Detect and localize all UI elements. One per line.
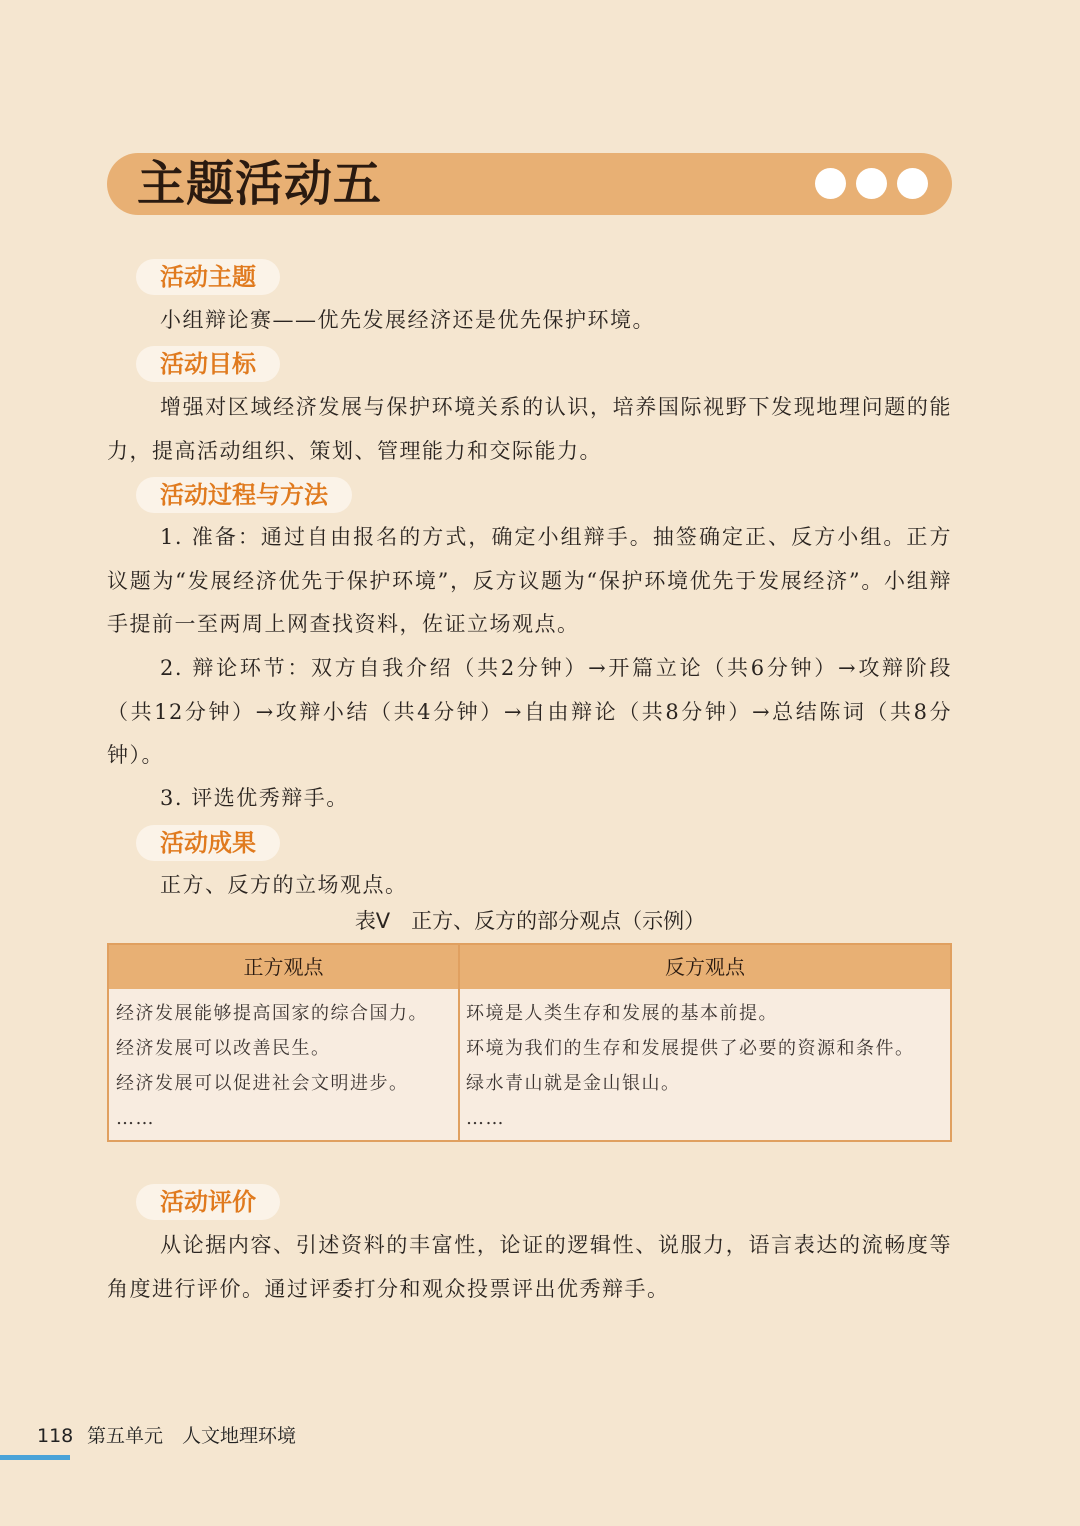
process-step-3: 3. 评选优秀辩手。: [160, 786, 349, 810]
theme-text: 小组辩论赛——优先发展经济还是优先保护环境。: [160, 308, 655, 332]
page-number: 118: [37, 1425, 74, 1447]
con-point: 绿水青山就是金山银山。: [466, 1073, 681, 1094]
goal-text: 增强对区域经济发展与保护环境关系的认识，培养国际视野下发现地理问题的能力，提高活动组织、策划、管理能力和交际能力。: [107, 395, 952, 463]
decorative-dot: [815, 168, 846, 199]
process-step-1: 1. 准备：通过自由报名的方式，确定小组辩手。抽签确定正、反方小组。正方议题为“发展经济优先于保护环境”，反方议题为“保护环境优先于发展经济”。小组辩手提前一至两周上网查找资料，佐证立场观点。: [107, 525, 952, 636]
pro-point: 经济发展可以改善民生。: [116, 1038, 331, 1059]
pro-ellipsis: ……: [116, 1108, 155, 1129]
con-column: [466, 996, 915, 1136]
process-step-2: 2. 辩论环节：双方自我介绍（共2分钟）→开篇立论（共6分钟）→攻辩阶段（共12分钟）→攻辩小结（共4分钟）→自由辩论（共8分钟）→总结陈词（共8分钟）。: [107, 656, 952, 767]
pro-point: 经济发展可以促进社会文明进步。: [116, 1073, 409, 1094]
section-tag-evaluation: 活动评价: [136, 1184, 280, 1220]
page-title: 主题活动五: [137, 156, 383, 212]
header-pro: 正方观点: [243, 955, 324, 979]
footer-accent-bar: [0, 1455, 70, 1460]
con-point: 环境是人类生存和发展的基本前提。: [466, 1003, 778, 1024]
pro-point: 经济发展能够提高国家的综合国力。: [116, 1003, 428, 1024]
section-tag-goal: 活动目标: [136, 346, 280, 382]
unit-label: 第五单元 人文地理环境: [87, 1425, 297, 1447]
title-banner: [107, 153, 952, 215]
con-ellipsis: ……: [466, 1108, 505, 1129]
section-tag-process: 活动过程与方法: [136, 477, 352, 513]
table-header: [109, 945, 950, 989]
decorative-dot: [856, 168, 887, 199]
pro-column: [116, 996, 428, 1136]
con-point: 环境为我们的生存和发展提供了必要的资源和条件。: [466, 1038, 915, 1059]
viewpoints-table: [107, 943, 952, 1142]
table-caption: 表V 正方、反方的部分观点（示例）: [354, 909, 706, 933]
decorative-dot: [897, 168, 928, 199]
result-text: 正方、反方的立场观点。: [160, 873, 408, 897]
header-con: 反方观点: [665, 955, 745, 979]
table-divider: [458, 945, 460, 1140]
section-tag-result: 活动成果: [136, 825, 280, 861]
section-tag-theme: 活动主题: [136, 259, 280, 295]
evaluation-text: 从论据内容、引述资料的丰富性，论证的逻辑性、说服力，语言表达的流畅度等角度进行评价。通过评委打分和观众投票评出优秀辩手。: [107, 1233, 952, 1301]
